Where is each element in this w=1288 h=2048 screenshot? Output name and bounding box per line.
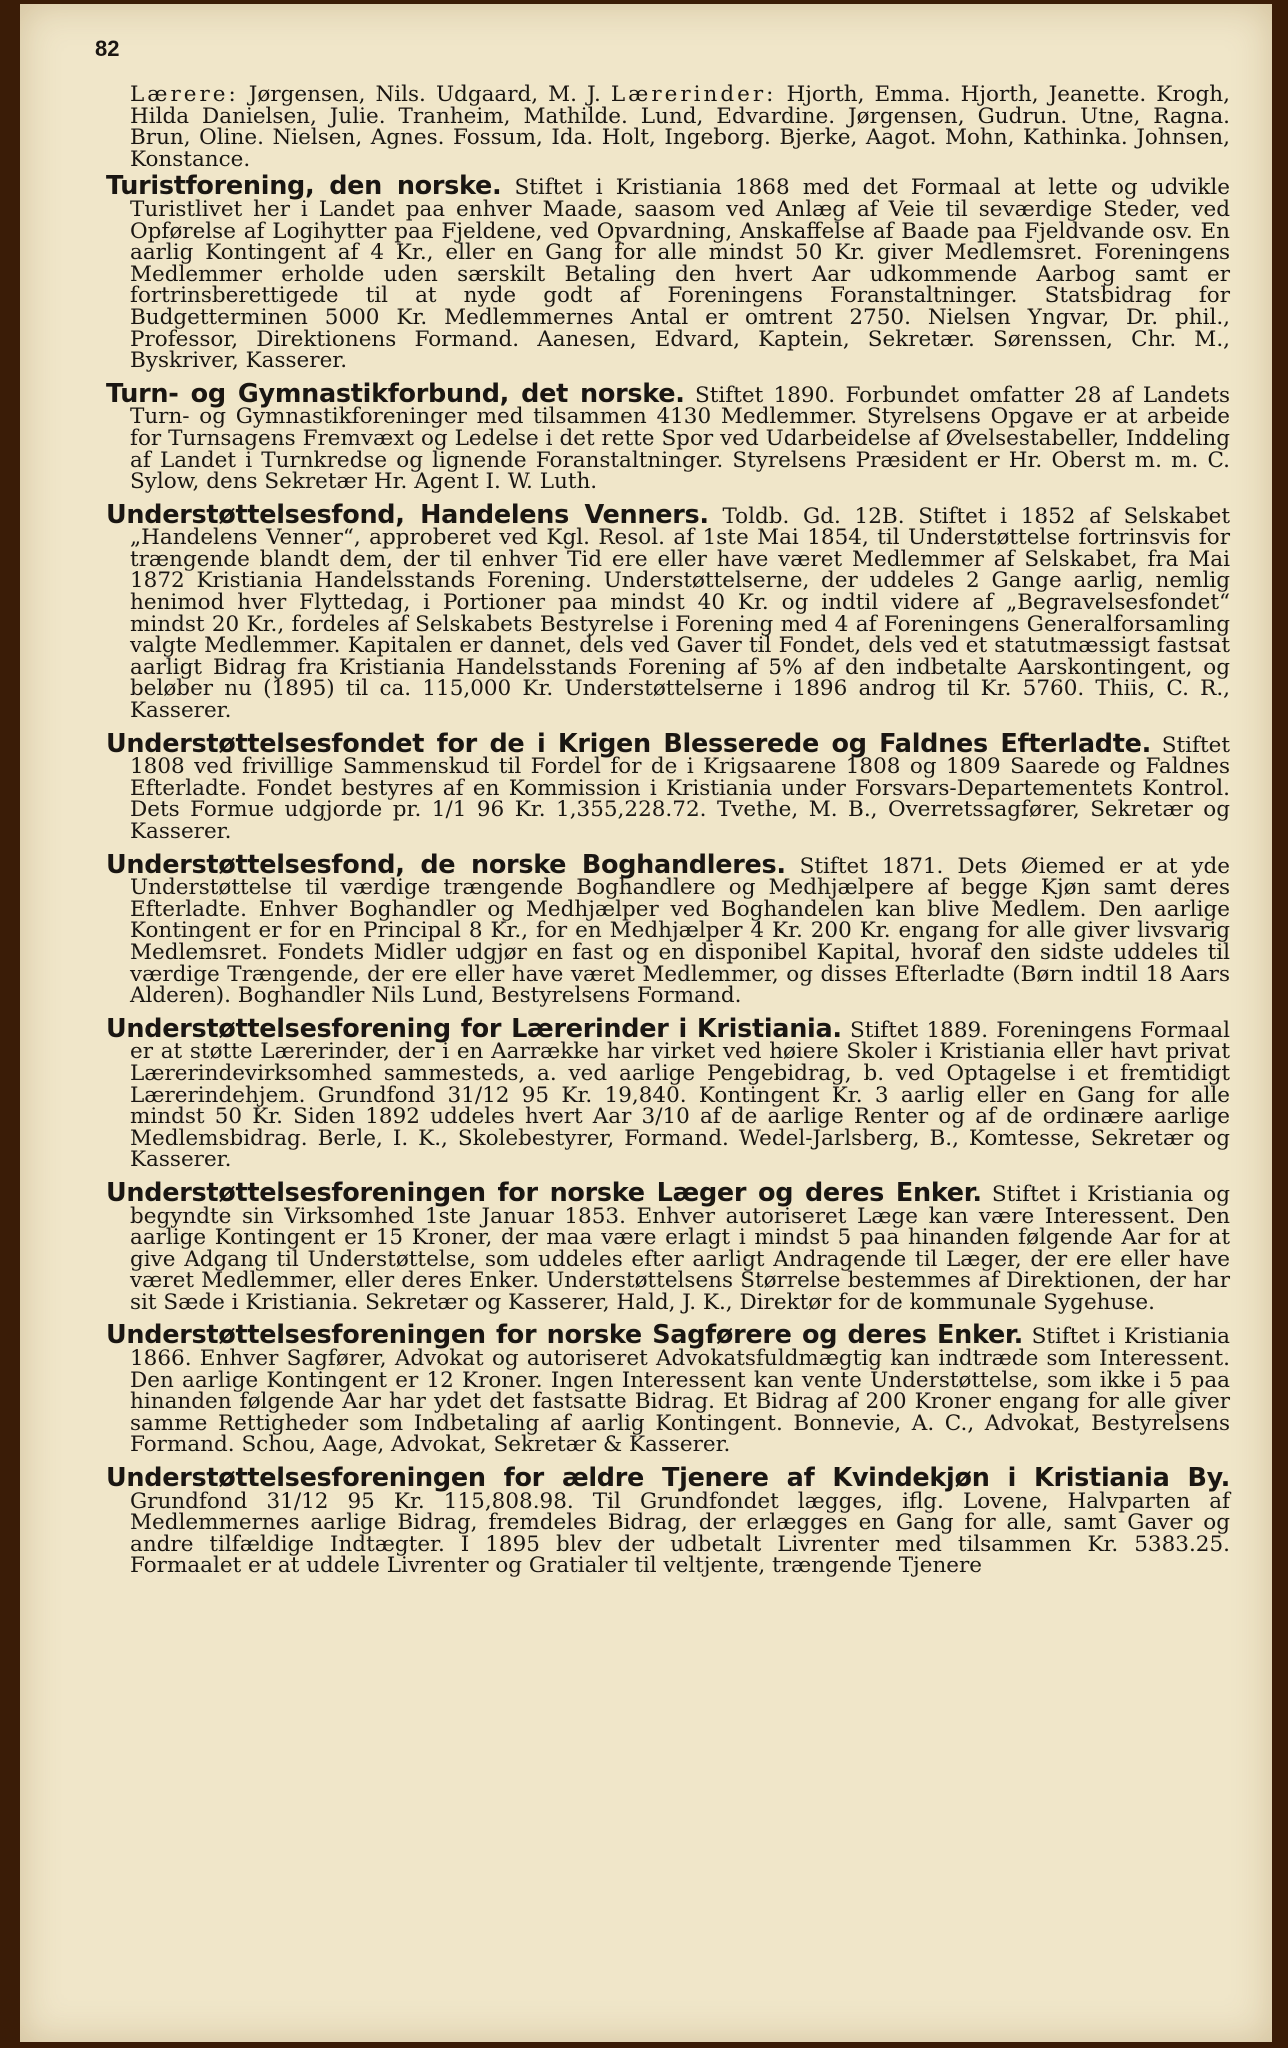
entry-body: Toldb. Gd. 12B. Stiftet i 1852 af Selskabet „Handelens Venner“, approberet ved Kgl. Resol. af 1ste Mai 1854, til Understøttelse fortrinsvis for trængende blandt dem, der til enhver Tid ere eller have været Medlemmer af Selskabet, fra Mai 1872 Kristiania Handelsstands Forening. Understøttelserne, der uddeles 2 Gange aarlig, nemlig henimod hver Flyttedag, i Portioner paa mindst 40 Kr. og indtil videre af „Begravelsesfondet“ mindst 20 Kr., fordeles af Selskabets Bestyrelse i Forening med 4 af Foreningens Generalforsamling valgte Medlemmer. Kapitalen er dannet, dels ved Gaver til Fondet, dels ved et statutmæssigt fastsat aarligt Bidrag fra Kristiania Handelsstands Forening af 5% af den indbetalte Aarskontingent, og beløber nu (1895) til ca. 115,000 Kr. Understøttelserne i 1896 androg til Kr. 5760. Thiis, C. R., Kasserer. bbox=[130, 503, 1231, 724]
entry-body: Stiftet 1871. Dets Øiemed er at yde Understøttelse til værdige trængende Boghandlere og Medhjælpere af begge Kjøn samt deres Efterladte. Enhver Boghandler og Medhjælper ved Boghandelen kan blive Medlem. Den aarlige Kontingent er for en Principal 8 Kr., for en Medhjælper 4 Kr. 200 Kr. engang for alle giver livsvarig Medlemsret. Fondets Midler udgjør en fast og en disponibel Kapital, hvoraf den sidste uddeles til værdige Trængende, der ere eller have været Medlemmer, og disses Efterladte (Børn indtil 18 Aars Alderen). Boghandler Nils Lund, Bestyrelsens Formand. bbox=[130, 853, 1230, 1009]
entry-heading: Understøttelsesfond, de norske Boghandleres. bbox=[106, 849, 786, 880]
entry-body: Stiftet 1890. Forbundet omfatter 28 af Landets Turn- og Gymnastikforeninger med tilsammen 4130 Medlemmer. Styrelsens Opgave er at arbeide for Turnsagens Fremvæxt og Ledelse i det rette Spor ved Udarbeidelse af Øvelsestabeller, Inddeling af Landet i Turnkredse og lignende Foranstaltninger. Styrelsens Præsident er Hr. Oberst m. m. C. Sylow, dens Sekretær Hr. Agent I. W. Luth. bbox=[130, 382, 1230, 495]
teachers-text: Jørgensen, Nils. Udgaard, M. J. bbox=[238, 82, 611, 107]
entry-sagforere bbox=[106, 1320, 1230, 1458]
page-number: 82 bbox=[95, 36, 120, 61]
entry-heading: Understøttelsesfondet for de i Krigen Blesserede og Faldnes Efterladte. bbox=[106, 728, 1151, 759]
entry-body: Stiftet 1808 ved frivillige Sammenskud til Fordel for de i Krigsaarene 1808 og 1809 Saarede og Faldnes Efterladte. Fondet bestyres af en Kommission i Kristiania under Forsvars-Departementets Kontrol. Dets Formue udgjorde pr. 1/1 96 Kr. 1,355,228.72. Tvethe, M. B., Overretssagfører, Sekretær og Kasserer. bbox=[130, 732, 1230, 844]
entry-boghandleres bbox=[106, 849, 1230, 1009]
female-teachers-text: Hjorth, Emma. Hjorth, Jeanette. Krogh, Hilda Danielsen, Julie. Tranheim, Mathilde. Lund, Edvardine. Jørgensen, Gudrun. Utne, Ragna. Brun, Oline. Nielsen, Agnes. Fossum, Ida. Holt, Ingeborg. Bjerke, Aagot. Mohn, Kathinka. Johnsen, Konstance. bbox=[130, 82, 1230, 172]
text-column bbox=[106, 82, 1231, 1589]
entry-body: Stiftet i Kristiania 1866. Enhver Sagfører, Advokat og autoriseret Advokatsfuldmægtig kan indtræde som Interessent. Den aarlige Kontingent er 12 Kroner. Ingen Interessent kan vente Understøttelse, som ikke i 5 paa hinanden følgende Aar har ydet det fastsatte Bidrag. Et Bidrag af 200 Kroner engang for alle giver samme Rettigheder som Indbetaling af aarlig Kontingent. Bonnevie, A. C., Advokat, Bestyrelsens Formand. Schou, Aage, Advokat, Sekretær & Kasserer. bbox=[130, 1324, 1230, 1458]
entry-heading: Understøttelsesforeningen for norske Sagførere og deres Enker. bbox=[106, 1320, 1023, 1351]
entry-body: Stiftet 1889. Foreningens Formaal er at støtte Lærerinder, der i en Aarrække har virket ved høiere Skoler i Kristiania eller havt privat Lærerindevirksomhed sammesteds, a. ved aarlige Pengebidrag, b. ved Optagelse i et fremtidigt Lærerindehjem. Grundfond 31/12 95 Kr. 19,840. Kontingent Kr. 3 aarlig eller en Gang for alle mindst 50 Kr. Siden 1892 uddeles hvert Aar 3/10 af de aarlige Renter og af de ordinære aarlige Medlemsbidrag. Berle, I. K., Skolebestyrer, Formand. Wedel-Jarlsberg, B., Komtesse, Sekretær og Kasserer. bbox=[130, 1017, 1230, 1173]
entry-heading: Understøttelsesforening for Lærerinder i Kristiania. bbox=[106, 1013, 842, 1044]
entry-body: Stiftet i Kristiania 1868 med det Formaal at lette og udvikle Turistlivet her i Landet paa enhver Maade, saasom ved Anlæg af Veie til seværdige Steder, ved Opførelse af Logihytter paa Fjeldene, ved Opvardning, Anskaffelse af Baade paa Fjeldvande osv. En aarlig Kontingent af 4 Kr., eller en Gang for alle mindst 50 Kr. giver Medlemsret. Foreningens Medlemmer erholde uden særskilt Betaling den hvert Aar udkommende Aarbog samt er fortrinsberettigede til at nyde godt af Foreningens Foranstaltninger. Statsbidrag for Budgetterminen 5000 Kr. Medlemmernes Antal er omtrent 2750. Nielsen Yngvar, Dr. phil., Professor, Direktionens Formand. Aanesen, Edvard, Kaptein, Sekretær. Sørenssen, Chr. M., Byskriver, Kasserer. bbox=[130, 175, 1230, 374]
entry-handelens-venners bbox=[106, 499, 1231, 724]
entry-laererinder bbox=[106, 1013, 1230, 1173]
intro-paragraph bbox=[130, 84, 1230, 170]
entry-turn-gymnastikforbund bbox=[106, 378, 1230, 495]
entry-krigen-blesserede bbox=[106, 728, 1230, 844]
entry-body: Grundfond 31/12 95 Kr. 115,808.98. Til Grundfondet lægges, iflg. Lovene, Halvparten af Medlemmernes aarlige Bidrag, fremdeles Bidrag, der erlægges en Gang for alle, samt Gaver og andre tilfældige Indtægter. I 1895 blev der udbetalt Livrenter med tilsammen Kr. 5383.25. Formaalet er at uddele Livrenter og Gratialer til veltjente, trængende Tjenere bbox=[130, 1488, 1230, 1579]
entry-turistforening bbox=[106, 171, 1230, 374]
entry-laeger bbox=[106, 1177, 1230, 1315]
entry-heading: Understøttelsesfond, Handelens Venners. bbox=[106, 499, 709, 530]
entry-heading: Turn- og Gymnastikforbund, det norske. bbox=[106, 378, 685, 409]
entry-heading: Turistforening, den norske. bbox=[106, 171, 502, 202]
entry-body: Stiftet i Kristiania og begyndte sin Virksomhed 1ste Januar 1853. Enhver autoriseret Læge kan være Interessent. Den aarlige Kontingent er 15 Kroner, der maa være erlagt i mindst 5 paa hinanden følgende Aar for at give Adgang til Understøttelse, som uddeles efter aarligt Andragende til Læger, der ere eller have været Medlemmer, eller deres Enker. Understøttelsens Størrelse bestemmes af Direktionen, der har sit Sæde i Kristiania. Sekretær og Kasserer, Hald, J. K., Direktør for de kommunale Sygehuse. bbox=[130, 1181, 1230, 1315]
female-teachers-label: Lærerinder: bbox=[610, 82, 777, 107]
entry-heading: Understøttelsesforeningen for norske Læger og deres Enker. bbox=[106, 1177, 982, 1208]
entry-heading: Understøttelsesforeningen for ældre Tjenere af Kvindekjøn i Kristiania By. bbox=[106, 1463, 1230, 1494]
entry-tjenere bbox=[106, 1463, 1230, 1579]
teachers-label: Lærere: bbox=[130, 82, 239, 107]
document-page bbox=[20, 4, 1272, 2042]
